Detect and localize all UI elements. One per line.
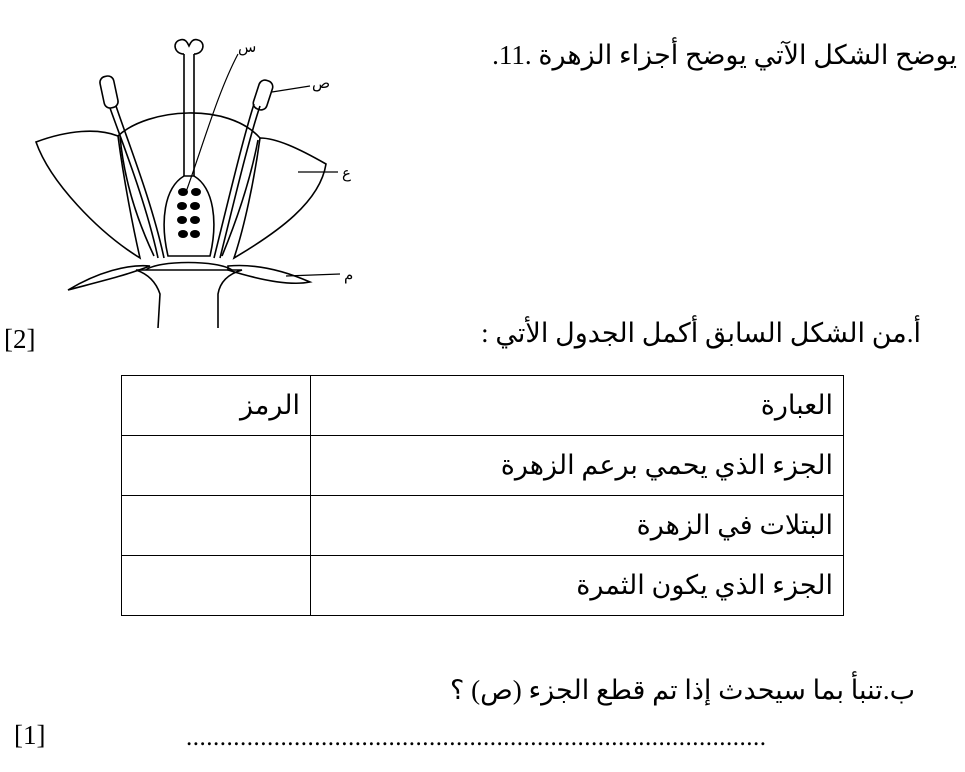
question-number: 11. xyxy=(492,40,525,70)
stalk xyxy=(136,270,242,328)
symbol-cell[interactable] xyxy=(122,496,311,556)
petal-left-outer xyxy=(36,131,140,258)
petal-left-inner xyxy=(120,136,154,256)
flower-diagram xyxy=(28,32,373,332)
part-b-marks: [1] xyxy=(14,720,46,750)
label-ain: ع xyxy=(342,164,351,182)
label-meem: م xyxy=(344,266,354,284)
table-row xyxy=(122,496,844,556)
table-row xyxy=(122,436,844,496)
question-text: يوضح الشكل الآتي يوضح أجزاء الزهرة . xyxy=(524,40,957,70)
part-b-question: ب.تنبأ بما سيحدث إذا تم قطع الجزء (ص) ؟ xyxy=(450,675,915,705)
header-symbol: الرمز xyxy=(122,376,311,436)
filament-right-2 xyxy=(220,106,260,258)
header-statement: العبارة xyxy=(311,376,844,436)
ovary xyxy=(164,176,214,256)
part-a-marks: [2] xyxy=(4,324,36,354)
stigma xyxy=(175,40,203,54)
ovules xyxy=(177,188,201,238)
label-sad: ص xyxy=(312,74,331,92)
answer-table xyxy=(121,375,844,616)
filament-left xyxy=(116,106,164,258)
statement-cell: الجزء الذي يكون الثمرة xyxy=(311,556,844,616)
leader-sad xyxy=(272,86,310,92)
table-header-row xyxy=(122,376,844,436)
filament-left-2 xyxy=(110,108,158,258)
petal-inner-back xyxy=(118,113,260,138)
statement-cell: البتلات في الزهرة xyxy=(311,496,844,556)
symbol-cell[interactable] xyxy=(122,436,311,496)
label-s: س xyxy=(238,38,257,56)
petal-right-outer xyxy=(234,138,326,258)
question-title xyxy=(492,40,957,71)
anther-left xyxy=(99,75,119,109)
receptacle xyxy=(146,263,232,271)
style xyxy=(184,54,194,176)
table-row xyxy=(122,556,844,616)
answer-line[interactable]: ...................................................................................... xyxy=(186,724,767,751)
part-a-instruction: أ.من الشكل السابق أكمل الجدول الأتي : xyxy=(481,318,921,348)
symbol-cell[interactable] xyxy=(122,556,311,616)
statement-cell: الجزء الذي يحمي برعم الزهرة xyxy=(311,436,844,496)
sepal-right xyxy=(228,266,310,284)
anther-right xyxy=(252,79,275,112)
